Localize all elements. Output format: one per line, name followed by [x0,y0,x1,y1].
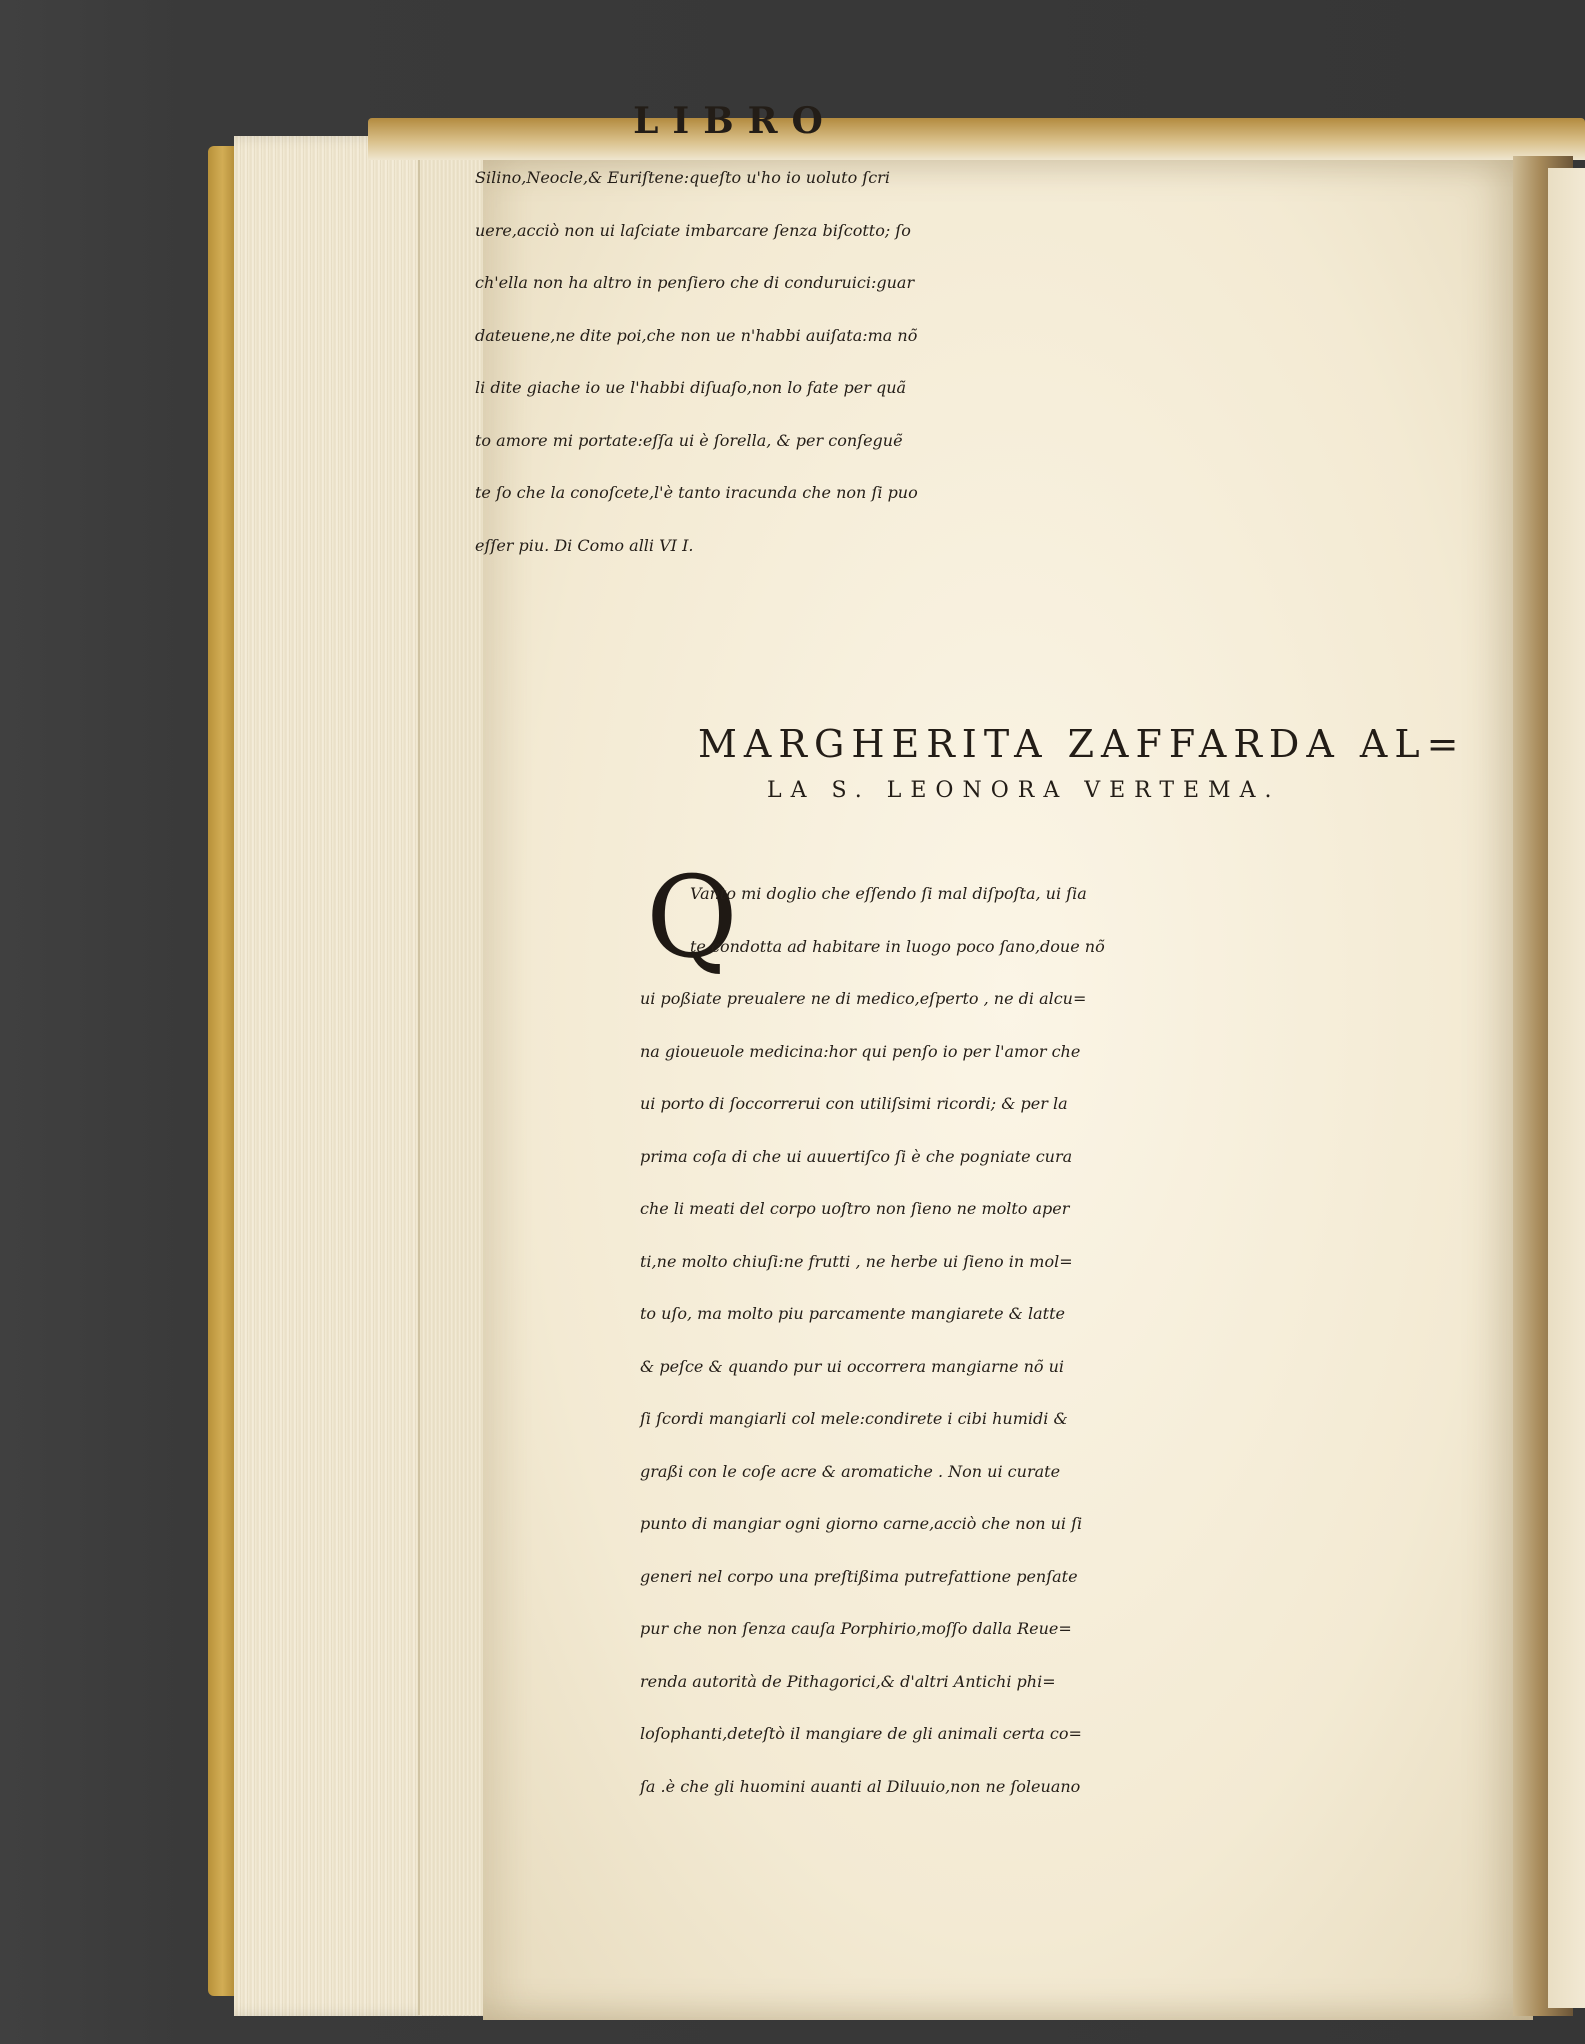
drop-cap: Q [646,853,738,983]
letter-body [640,868,1490,1813]
text-line: & peſce & quando pur ui occorrera mangiarne nõ ui [640,1356,1065,1376]
text-line: prima coſa di che ui auuertiſco ſi è che pogniate cura [640,1146,1073,1166]
text-line: che li meati del corpo uoſtro non ſieno ne molto aper [640,1199,1070,1218]
text-line: li dite giache io ue l'habbi diſuaſo,non lo fate per quã [475,378,907,397]
text-line: eſſer piu. Di Como alli VI I. [475,535,694,555]
letter-heading: MARGHERITA ZAFFARDA AL= [698,722,1466,766]
right-page-sliver [1548,168,1585,2008]
text-line: generi nel corpo una preſtißima putrefattione penſate [640,1566,1078,1586]
preceding-letter [475,152,1475,572]
text-line: Silino,Neocle,& Euriſtene:queſto u'ho io uoluto ſcri [475,168,890,187]
text-line: to amore mi portate:eſſa ui è ſorella, & per conſeguẽ [475,430,903,450]
text-line: pur che non ſenza cauſa Porphirio,moſſo dalla Reue= [640,1619,1072,1638]
text-line: ſa .è che gli huomini auanti al Diluuio,non ne ſoleuano [640,1776,1081,1796]
text-line: loſophanti,deteſtò il mangiare de gli animali certa co= [640,1724,1082,1743]
text-line: graßi con le coſe acre & aromatiche . Non ui curate [640,1461,1061,1481]
text-line: te ſo che la conoſcete,l'è tanto iracunda che non ſi puo [475,483,918,502]
text-line: dateuene,ne dite poi,che non ue n'habbi auiſata:ma nõ [475,325,918,345]
text-line: ti,ne molto chiuſi:ne frutti , ne herbe ui ſieno in mol= [640,1251,1073,1271]
letter-subheading: LA S. LEONORA VERTEMA. [767,778,1281,803]
text-line: renda autorità de Pithagorici,& d'altri Antichi phi= [640,1671,1056,1691]
text-line: uere,acciò non ui laſciate imbarcare ſenza biſcotto; ſo [475,220,911,240]
text-line: na gioueuole medicina:hor qui penſo io per l'amor che [640,1041,1081,1061]
text-line: to uſo, ma molto piu parcamente mangiarete & latte [640,1304,1065,1323]
text-line: punto di mangiar ogni giorno carne,acciò che non ui ſi [640,1514,1083,1533]
text-line: ſi ſcordi mangiarli col mele:condirete i cibi humidi & [640,1409,1068,1428]
text-line: te condotta ad habitare in luogo poco ſano,doue nõ [690,936,1105,956]
text-line: ch'ella non ha altro in penſiero che di conduruici:guar [475,273,915,292]
text-line: Vanto mi doglio che eſſendo ſi mal diſpoſta, ui ſia [690,884,1087,903]
text-line: ui porto di ſoccorrerui con utiliſsimi ricordi; & per la [640,1094,1068,1113]
text-line: ui poßiate preualere ne di medico,eſperto , ne di alcu= [640,989,1087,1008]
running-head: LIBRO [633,100,837,142]
